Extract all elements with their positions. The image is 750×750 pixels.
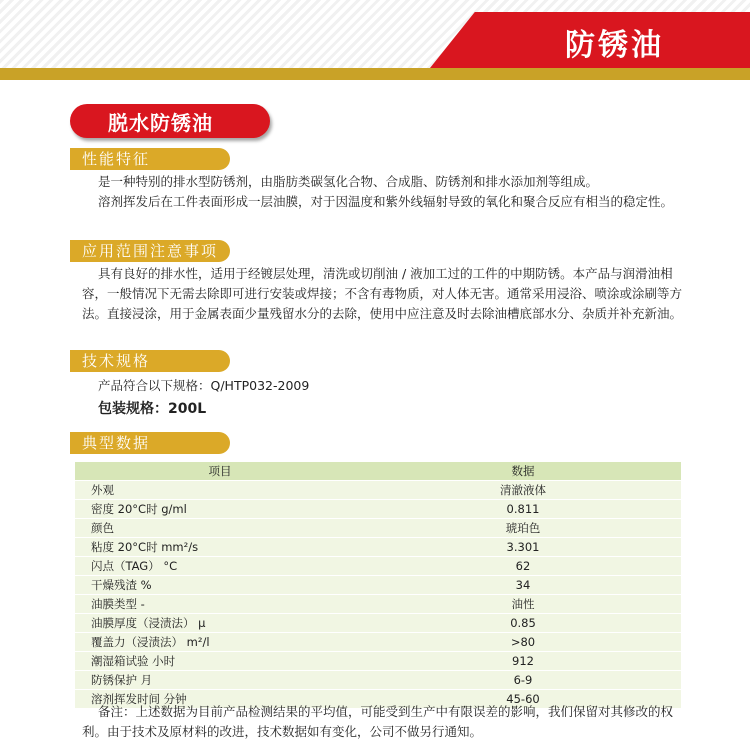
section-heading-specs	[70, 350, 230, 372]
table-cell-item: 外观	[75, 481, 365, 500]
table-header-value: 数据	[365, 462, 681, 481]
section-heading-features	[70, 148, 230, 170]
spec-standard: 产品符合以下规格：Q/HTP032-2009	[98, 378, 310, 393]
table-row	[75, 519, 681, 538]
table-cell-item: 防锈保护 月	[75, 671, 365, 690]
features-line-1: 是一种特别的排水型防锈剂，由脂肪类碳氢化合物、合成脂、防锈剂和排水添加剂等组成。	[98, 174, 599, 189]
table-cell-item: 粘度 20°C时 mm²/s	[75, 538, 365, 557]
table-cell-item: 潮湿箱试验 小时	[75, 652, 365, 671]
section-title-features: 性能特征	[82, 150, 151, 168]
table-cell-value: >80	[365, 633, 681, 652]
table-row	[75, 671, 681, 690]
section-title-specs: 技术规格	[82, 352, 151, 370]
section-heading-typical	[70, 432, 230, 454]
application-text: 具有良好的排水性，适用于经镀层处理，清洗或切削油 / 液加工过的工件的中期防锈。本产品与润滑油相容，一般情况下无需去除即可进行安装或焊接；不含有毒物质，对人体无害。通常采用浸浴、喷涂或涂刷等方法。直接浸涂，用于金属表面少量残留水分的去除，使用中应注意及时去除油槽底部水分、杂质并补充新油。	[82, 266, 683, 321]
table-cell-value: 6-9	[365, 671, 681, 690]
header-gold-bar	[0, 68, 750, 80]
table-cell-item: 溶剂挥发时间 分钟	[75, 690, 365, 709]
footnote: 备注：上述数据为目前产品检测结果的平均值，可能受到生产中有限误差的影响，我们保留对其修改的权利。由于技术及原材料的改进，技术数据如有变化，公司不做另行通知。	[82, 704, 674, 739]
table-cell-value: 34	[365, 576, 681, 595]
table-row	[75, 614, 681, 633]
table-cell-item: 油膜厚度（浸渍法） μ	[75, 614, 365, 633]
table-row	[75, 538, 681, 557]
table-cell-item: 油膜类型 -	[75, 595, 365, 614]
features-line-2: 溶剂挥发后在工件表面形成一层油膜，对于因温度和紫外线辐射导致的氧化和聚合反应有相当的稳定性。	[98, 194, 674, 209]
typical-data-table	[75, 462, 681, 709]
table-cell-value: 912	[365, 652, 681, 671]
table-cell-value: 3.301	[365, 538, 681, 557]
table-cell-value: 0.811	[365, 500, 681, 519]
page-title: 防锈油	[565, 28, 664, 63]
table-cell-value: 62	[365, 557, 681, 576]
table-cell-value: 45-60	[365, 690, 681, 709]
table-cell-value: 琥珀色	[365, 519, 681, 538]
spec-packaging: 包装规格：200L	[98, 401, 207, 417]
table-header-item: 项目	[75, 462, 365, 481]
table-row	[75, 633, 681, 652]
table-row	[75, 595, 681, 614]
table-cell-item: 干燥残渣 %	[75, 576, 365, 595]
table-cell-item: 覆盖力（浸渍法） m²/l	[75, 633, 365, 652]
table-row	[75, 652, 681, 671]
section-title-application: 应用范围注意事项	[82, 242, 219, 260]
table-cell-value: 清澈液体	[365, 481, 681, 500]
table-header-row	[75, 462, 681, 481]
product-name: 脱水防锈油	[108, 111, 213, 135]
table-row	[75, 576, 681, 595]
table-cell-item: 密度 20°C时 g/ml	[75, 500, 365, 519]
table-cell-item: 闪点（TAG） °C	[75, 557, 365, 576]
table-row	[75, 500, 681, 519]
table-row	[75, 557, 681, 576]
table-row	[75, 481, 681, 500]
section-heading-application	[70, 240, 230, 262]
section-title-typical: 典型数据	[82, 434, 151, 452]
table-cell-value: 0.85	[365, 614, 681, 633]
table-cell-item: 颜色	[75, 519, 365, 538]
table-cell-value: 油性	[365, 595, 681, 614]
product-name-badge	[70, 104, 270, 138]
